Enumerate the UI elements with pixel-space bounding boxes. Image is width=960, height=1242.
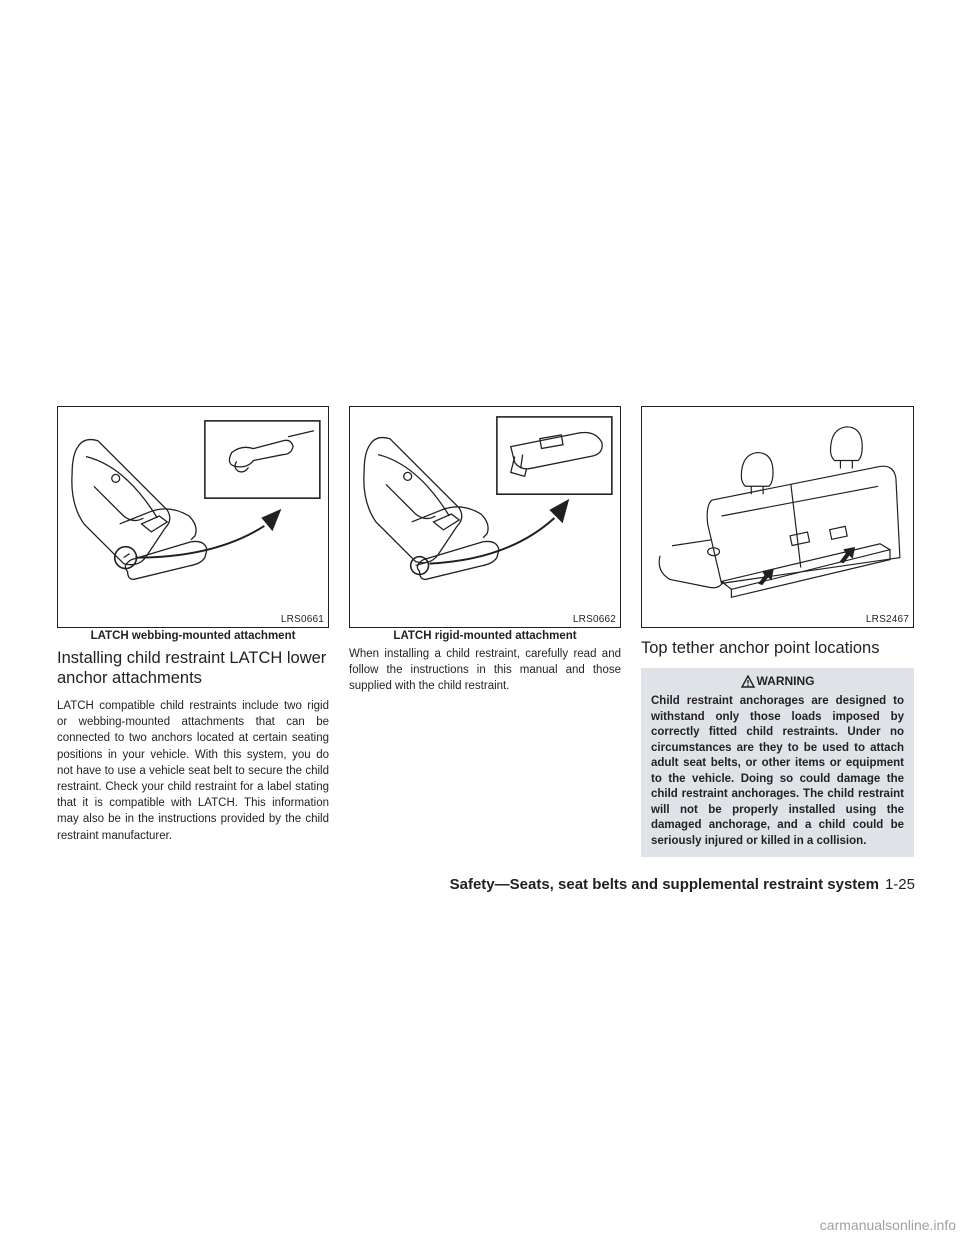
figure-caption: LATCH rigid-mounted attachment — [393, 630, 577, 642]
warning-box — [641, 668, 914, 857]
figure-code: LRS0661 — [280, 614, 324, 625]
warning-header — [651, 674, 904, 688]
warning-title: WARNING — [756, 674, 815, 688]
column-3 — [641, 406, 914, 857]
section-heading: Installing child restraint LATCH lower anchor attachments — [57, 649, 327, 687]
figure-latch-webbing — [57, 406, 329, 628]
seat-rigid-illustration — [350, 407, 620, 627]
warning-text: Child restraint anchorages are designed to withstand only those loads imposed by correctly fitted child restraints. Under no circumstances are they to be used to attach adult seat belts, or other items or equipment to the vehicle. Doing so could damage the child restraint anchorages. The child restraint will not be properly installed using the damaged anchorage, and a child could be seriously injured or killed in a collision. — [651, 695, 904, 847]
seat-webbing-illustration — [58, 407, 328, 627]
rear-seat-tether-illustration — [642, 407, 913, 627]
figure-code: LRS0662 — [572, 614, 616, 625]
figure-caption: LATCH webbing-mounted attachment — [90, 630, 296, 642]
watermark: carmanualsonline.info — [819, 1217, 956, 1233]
figure-latch-rigid — [349, 406, 621, 628]
footer-section-title: Safety—Seats, seat belts and supplemental restraint system — [449, 876, 879, 893]
warning-triangle-icon — [741, 675, 755, 688]
column-2 — [349, 406, 621, 695]
column-1 — [57, 406, 329, 844]
figure-top-tether — [641, 406, 914, 628]
body-paragraph: When installing a child restraint, carefully read and follow the instructions in this manual and those supplied with the child restraint. — [349, 648, 621, 693]
page-number: 1-25 — [884, 876, 915, 893]
body-paragraph: LATCH compatible child restraints include two rigid or webbing-mounted attachments that can be connected to two anchors located at certain seating positions in your vehicle. With this system, you do not have to use a vehicle seat belt to secure the child restraint. Check your child restraint for a label stating that it is compatible with LATCH. This information may also be in the instructions provided by the child restraint manufacturer. — [57, 700, 329, 842]
section-heading: Top tether anchor point locations — [641, 639, 880, 657]
figure-code: LRS2467 — [865, 614, 909, 625]
page-footer — [427, 876, 915, 893]
